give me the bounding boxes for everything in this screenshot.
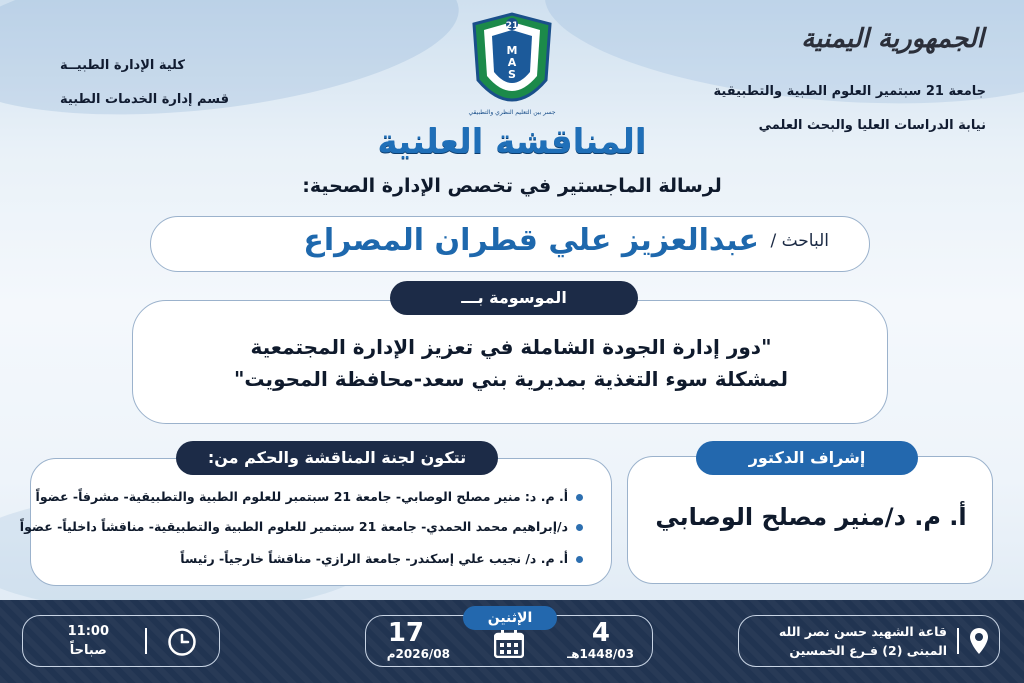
bullet-icon (576, 524, 583, 531)
gregorian-day: 17 (387, 618, 424, 648)
committee-box (19, 458, 612, 586)
committee-tag: تتكون لجنة المناقشة والحكم من: (176, 441, 498, 475)
university-name: جامعة 21 سبتمير العلوم الطبية والتطبيقية (713, 84, 986, 99)
bullet-icon (576, 494, 583, 501)
supervisor-name: أ. م. د/منير مصلح الوصابي (655, 503, 967, 531)
committee-member: أ. م. د/ نجيب علي إسكندر- جامعة الرازي- مناقشاً خارجياً- رئيساً (180, 551, 583, 566)
researcher-box (150, 216, 870, 272)
time-value: 11:00 (67, 624, 109, 639)
thesis-tag: الموسومة بـــ (390, 281, 638, 315)
logo-motto: جسر بين التعليم النظري والتطبيقي (468, 109, 556, 116)
researcher-name: عبدالعزيز علي قطران المصراع (303, 223, 759, 258)
location-pill (738, 615, 1000, 667)
thesis-title (133, 331, 889, 395)
divider (957, 628, 959, 654)
divider (145, 628, 147, 654)
thesis-box (132, 300, 888, 424)
supervisor-tag: إشراف الدكتور (696, 441, 918, 475)
time-pill (22, 615, 220, 667)
gregorian-date: 2026/08م (386, 647, 450, 661)
bullet-icon (576, 556, 583, 563)
location-text (779, 622, 947, 660)
committee-member: أ. م. د: منير مصلح الوصابي- جامعة 21 سبتمبر للعلوم الطبية والتطبيقية- مشرفاً- عضواً (36, 489, 583, 504)
hijri-date: 1448/03هـ (567, 647, 634, 661)
college-name: كلية الإدارة الطبيــة (60, 58, 185, 73)
researcher-label: الباحث / (770, 231, 829, 251)
committee-member: د/إبراهيم محمد الحمدي- جامعة 21 سبتمير للعلوم الطبية والتطبيقية- مناقشاً داخلياً- عضواً (20, 519, 583, 534)
logo-letter: A (507, 56, 517, 69)
supervisor-box (627, 456, 993, 584)
location-line: المبنى (2) فـرع الخمسين (789, 643, 947, 658)
logo-letter: S (508, 68, 516, 81)
logo-letter: M (506, 44, 518, 57)
time-text (68, 622, 109, 660)
department-name: قسم إدارة الخدمات الطبية (60, 92, 229, 107)
location-pin-icon (969, 627, 989, 659)
republic-emblem-text: الجمهورية اليمنية (801, 24, 984, 54)
thesis-line: "دور إدارة الجودة الشاملة في تعزيز الإدارة المجتمعية (250, 335, 772, 359)
logo-number: 21 (505, 21, 519, 31)
hijri-day: 4 (591, 618, 610, 648)
clock-icon (167, 627, 197, 661)
page-subtitle: لرسالة الماجستير في تخصص الإدارة الصحية: (302, 175, 722, 197)
day-badge: الإثنين (463, 606, 557, 630)
deanship-name: نيابة الدراسات العليا والبحث العلمي (758, 118, 986, 133)
thesis-line: لمشكلة سوء التغذية بمديرية بني سعد-محافظة المحويت" (233, 367, 789, 391)
location-line: قاعة الشهيد حسن نصر الله (778, 624, 947, 639)
university-logo (466, 10, 558, 122)
calendar-icon (494, 630, 524, 662)
background-wave (538, 0, 1024, 124)
page-title: المناقشة العلنية (377, 122, 647, 162)
time-period: صباحاً (69, 643, 107, 658)
